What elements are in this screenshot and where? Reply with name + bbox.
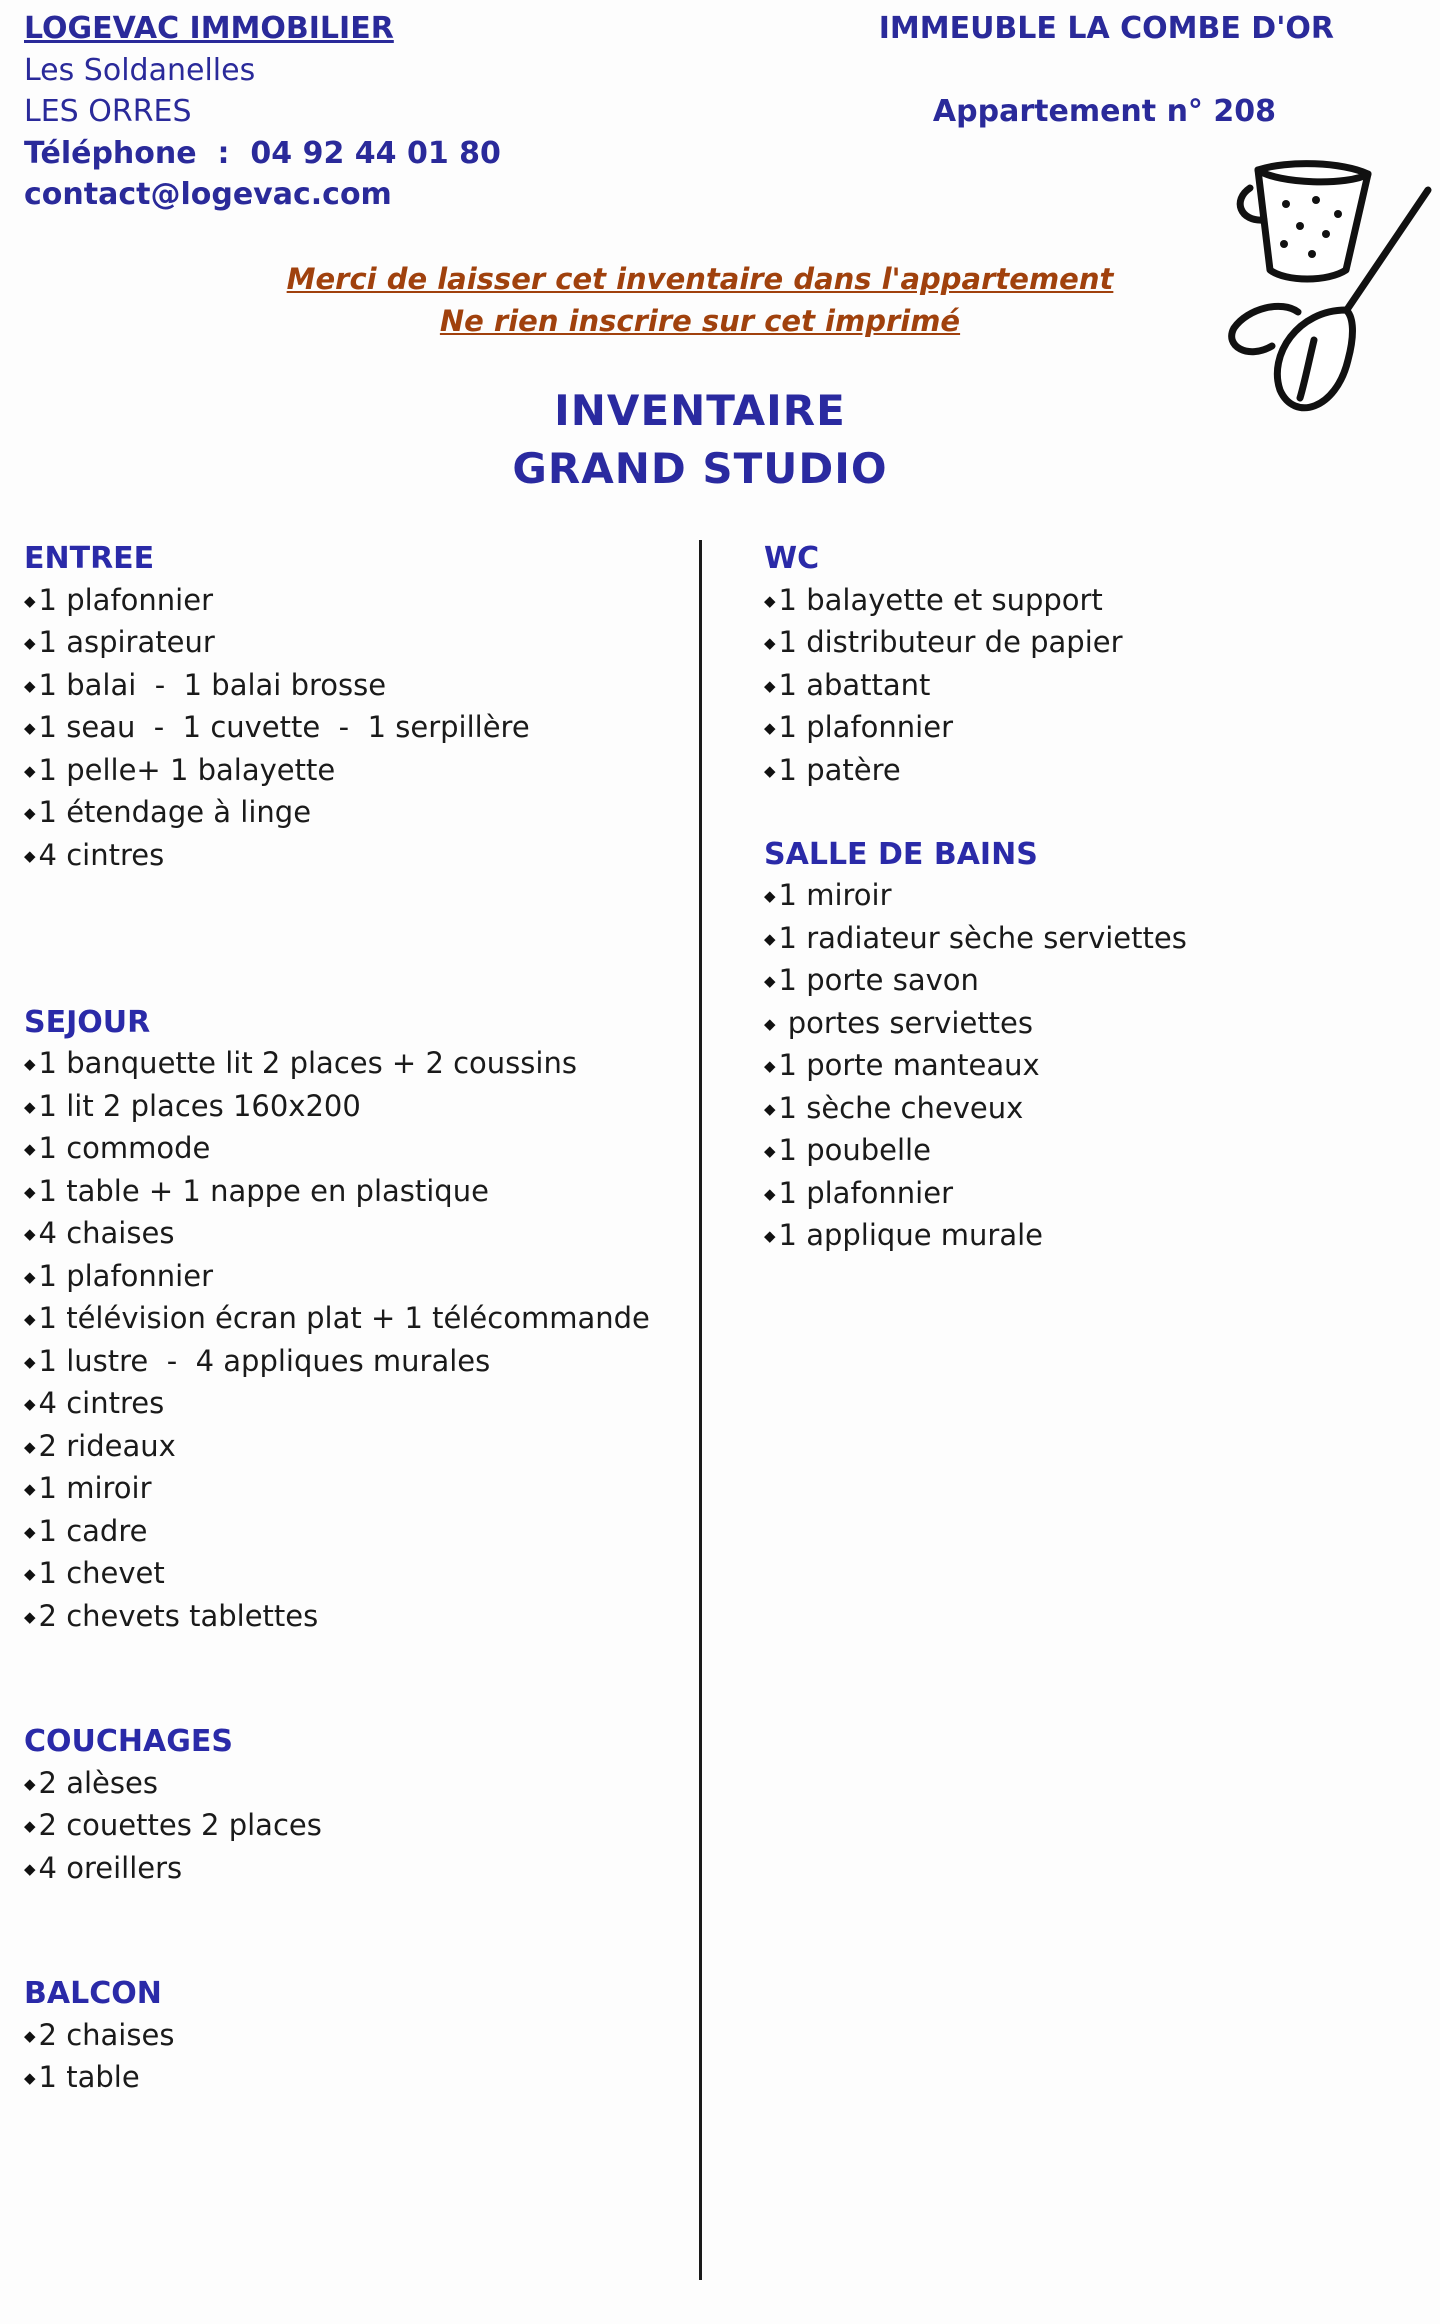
- list-item: ◆ 1 lustre - 4 appliques murales: [24, 1341, 684, 1384]
- title-line-2: GRAND STUDIO: [512, 444, 888, 493]
- list-item: ◆ 1 plafonnier: [24, 1256, 684, 1299]
- page-title: [0, 382, 1400, 498]
- list-item: ◆ 1 miroir: [764, 875, 1404, 918]
- list-item: ◆ 1 patère: [764, 750, 1404, 793]
- list-item: ◆ 1 porte manteaux: [764, 1045, 1404, 1088]
- list-item: ◆ 4 chaises: [24, 1213, 684, 1256]
- apartment-number: Appartement n° 208: [932, 93, 1276, 129]
- list-item: ◆ 4 cintres: [24, 835, 684, 878]
- list-item: ◆ 1 plafonnier: [24, 580, 684, 623]
- list-item: ◆ 1 plafonnier: [764, 707, 1404, 750]
- list-item: ◆ 1 distributeur de papier: [764, 622, 1404, 665]
- list-item: ◆ 1 commode: [24, 1128, 684, 1171]
- notice-line-1: Merci de laisser cet inventaire dans l'appartement: [286, 262, 1114, 296]
- right-column: [764, 538, 1404, 1258]
- building-name: IMMEUBLE LA COMBE D'OR: [878, 11, 1334, 46]
- left-column: [24, 538, 684, 2100]
- section-salle-de-bains: [764, 834, 1404, 1258]
- title-line-1: INVENTAIRE: [554, 386, 846, 435]
- section-wc: [764, 538, 1404, 792]
- section-title: SEJOUR: [24, 1004, 151, 1040]
- column-divider: [699, 540, 702, 2280]
- list-item: ◆ 1 porte savon: [764, 960, 1404, 1003]
- agency-phone: Téléphone : 04 92 44 01 80: [24, 135, 501, 171]
- section-entree: [24, 538, 684, 877]
- list-item: ◆ 2 rideaux: [24, 1426, 684, 1469]
- section-title: BALCON: [24, 1976, 162, 2011]
- list-item: ◆ 1 sèche cheveux: [764, 1088, 1404, 1131]
- list-item: ◆ 1 radiateur sèche serviettes: [764, 918, 1404, 961]
- section-title: SALLE DE BAINS: [764, 836, 1038, 872]
- agency-block: [24, 8, 501, 216]
- section-balcon: [24, 1973, 684, 2100]
- list-item: ◆ 1 cadre: [24, 1511, 684, 1554]
- list-item: ◆ 2 chevets tablettes: [24, 1596, 684, 1639]
- list-item: ◆ 2 chaises: [24, 2015, 684, 2058]
- list-item: ◆ 1 abattant: [764, 665, 1404, 708]
- list-item: ◆ 1 plafonnier: [764, 1173, 1404, 1216]
- list-item: ◆ 1 aspirateur: [24, 622, 684, 665]
- list-item: ◆ 1 balayette et support: [764, 580, 1404, 623]
- agency-name: LOGEVAC IMMOBILIER: [24, 11, 394, 46]
- list-item: ◆ 1 lit 2 places 160x200: [24, 1086, 684, 1129]
- notice: [0, 258, 1400, 342]
- list-item: ◆ 1 table: [24, 2057, 684, 2100]
- list-item: ◆ 1 applique murale: [764, 1215, 1404, 1258]
- list-item: ◆ portes serviettes: [764, 1003, 1404, 1046]
- agency-address-2: LES ORRES: [24, 94, 192, 129]
- list-item: ◆ 1 télévision écran plat + 1 télécommande: [24, 1298, 684, 1341]
- section-title: COUCHAGES: [24, 1724, 233, 1759]
- agency-address-1: Les Soldanelles: [24, 52, 256, 88]
- list-item: ◆ 1 pelle+ 1 balayette: [24, 750, 684, 793]
- list-item: ◆ 2 couettes 2 places: [24, 1805, 684, 1848]
- list-item: ◆ 1 étendage à linge: [24, 792, 684, 835]
- list-item: ◆ 1 chevet: [24, 1553, 684, 1596]
- section-sejour: [24, 1002, 684, 1639]
- notice-line-2: Ne rien inscrire sur cet imprimé: [439, 304, 961, 338]
- list-item: ◆ 2 alèses: [24, 1763, 684, 1806]
- list-item: ◆ 4 cintres: [24, 1383, 684, 1426]
- list-item: ◆ 1 banquette lit 2 places + 2 coussins: [24, 1043, 684, 1086]
- agency-email: contact@logevac.com: [24, 177, 392, 212]
- list-item: ◆ 1 miroir: [24, 1468, 684, 1511]
- section-title: WC: [764, 541, 820, 576]
- list-item: ◆ 4 oreillers: [24, 1848, 684, 1891]
- list-item: ◆ 1 balai - 1 balai brosse: [24, 665, 684, 708]
- building-block: [879, 8, 1334, 132]
- list-item: ◆ 1 poubelle: [764, 1130, 1404, 1173]
- list-item: ◆ 1 seau - 1 cuvette - 1 serpillère: [24, 707, 684, 750]
- section-title: ENTREE: [24, 541, 155, 576]
- list-item: ◆ 1 table + 1 nappe en plastique: [24, 1171, 684, 1214]
- section-couchages: [24, 1721, 684, 1890]
